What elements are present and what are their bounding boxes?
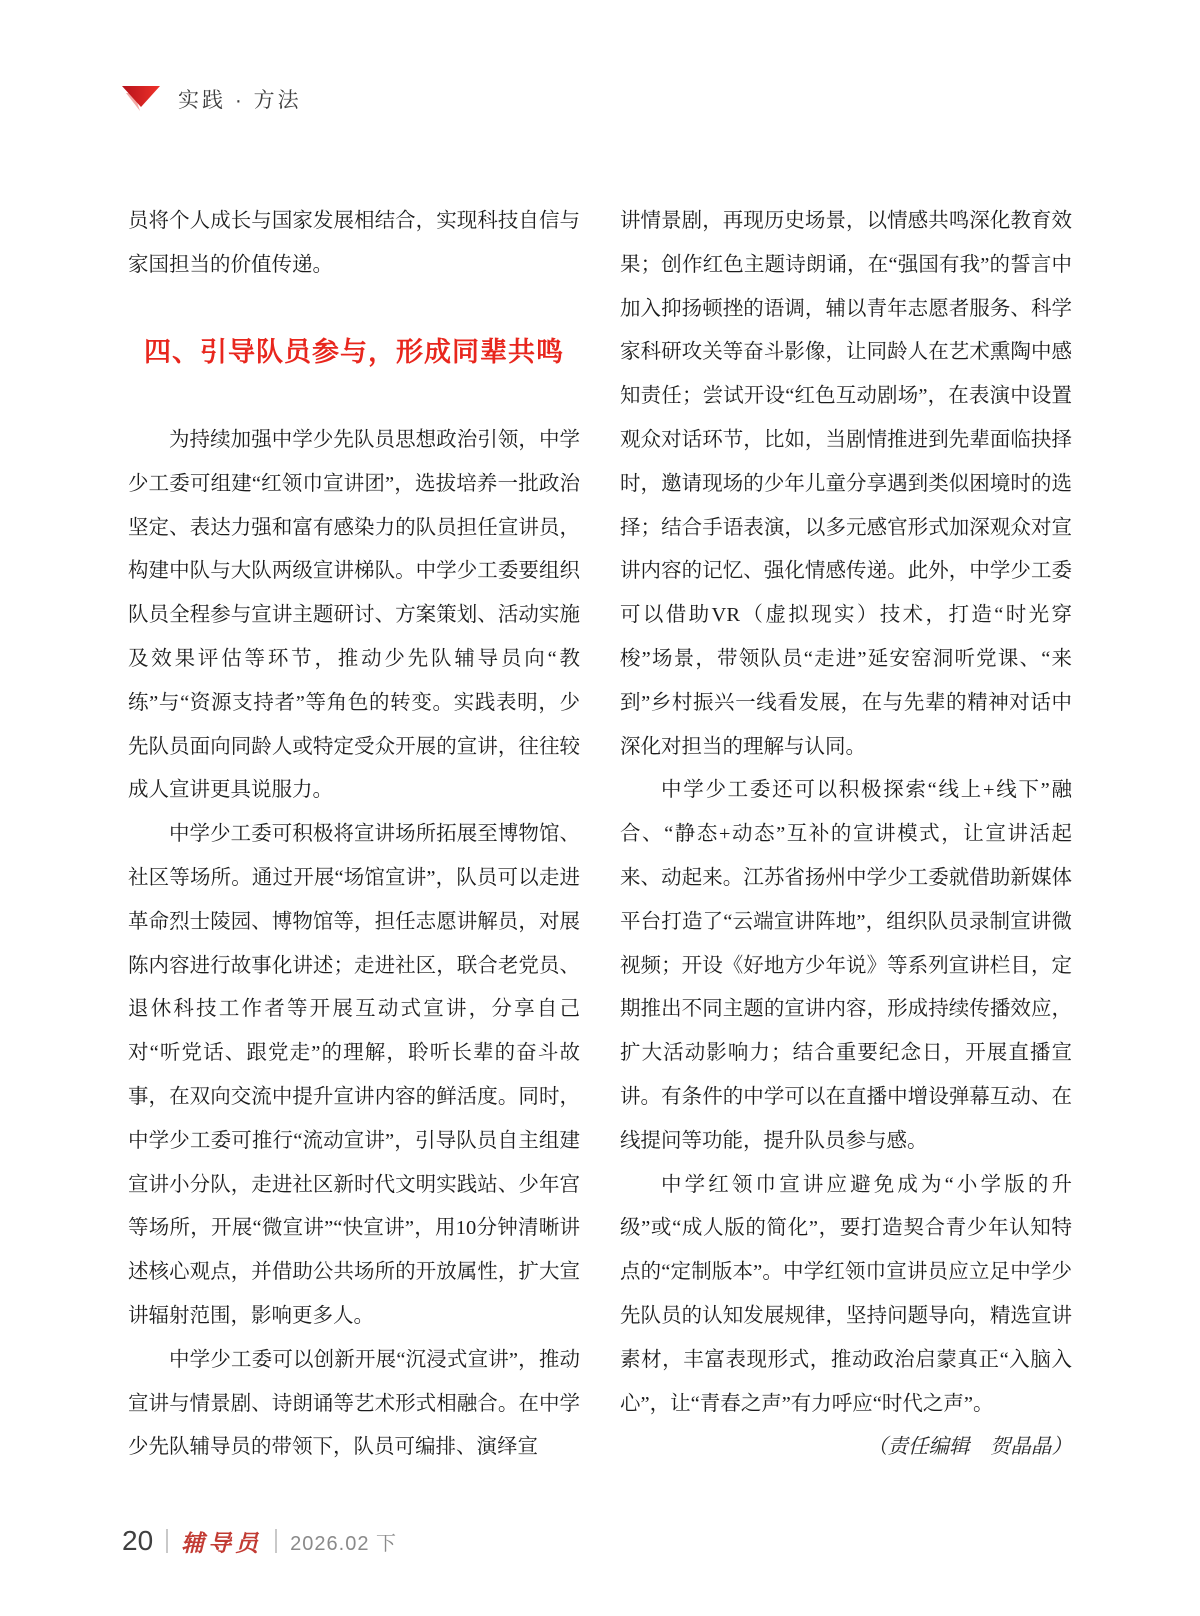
paragraph-continuation-from-previous-page: 员将个人成长与国家发展相结合，实现科技自信与家国担当的价值传递。 bbox=[128, 210, 580, 276]
paragraph: 中学红领巾宣讲应避免成为“小学版的升级”或“成人版的简化”，要打造契合青少年认知特点的“定制版本”。中学红领巾宣讲员应立足中学少先队员的认知发展规律，坚持问题导向，精选宣讲素材，丰富表现形式，推动政治启蒙真正“入脑入心”，让“青春之声”有力呼应“时代之声”。 bbox=[620, 1173, 1072, 1415]
paragraph: 中学少工委还可以积极探索“线上+线下”融合、“静态+动态”互补的宣讲模式，让宣讲活起来、动起来。江苏省扬州中学少工委就借助新媒体平台打造了“云端宣讲阵地”，组织队员录制宣讲微视频；开设《好地方少年说》等系列宣讲栏目，定期推出不同主题的宣讲内容，形成持续传播效应，扩大活动影响力；结合重要纪念日，开展直播宣讲。有条件的中学可以在直播中增设弹幕互动、在线提问等功能，提升队员参与感。 bbox=[620, 779, 1072, 1152]
page-header bbox=[120, 82, 302, 116]
section-heading: 四、引导队员参与，形成同辈共鸣 bbox=[144, 337, 564, 368]
page-number: 20 bbox=[122, 1525, 154, 1556]
footer-divider bbox=[275, 1529, 277, 1553]
paragraph: 中学少工委可以创新开展“沉浸式宣讲”，推动宣讲与情景剧、诗朗诵等艺术形式相融合。在中学少先队辅导员的带领下，队员可编排、演绎宣 bbox=[128, 1348, 580, 1459]
issue-label: 2026.02 下 bbox=[290, 1532, 398, 1555]
right-column bbox=[620, 200, 1072, 1470]
editor-credit: （责任编辑 贺晶晶） bbox=[867, 1436, 1072, 1459]
magazine-logo: 辅导员 bbox=[181, 1530, 263, 1556]
page-footer bbox=[122, 1524, 397, 1558]
footer-divider bbox=[166, 1529, 168, 1553]
paragraph: 为持续加强中学少先队员思想政治引领，中学少工委可组建“红领巾宣讲团”，选拔培养一批政治坚定、表达力强和富有感染力的队员担任宣讲员，构建中队与大队两级宣讲梯队。中学少工委要组织队员全程参与宣讲主题研讨、方案策划、活动实施及效果评估等环节，推动少先队辅导员向“教练”与“资源支持者”等角色的转变。实践表明，少先队员面向同龄人或特定受众开展的宣讲，往往较成人宣讲更具说服力。 bbox=[128, 428, 580, 802]
section-label: 实践 · 方法 bbox=[178, 89, 302, 112]
article-body bbox=[128, 200, 1072, 1470]
left-column bbox=[128, 200, 580, 1470]
section-marker-triangle-icon bbox=[120, 85, 162, 113]
paragraph-continuation: 讲情景剧，再现历史场景，以情感共鸣深化教育效果；创作红色主题诗朗诵，在“强国有我”的誓言中加入抑扬顿挫的语调，辅以青年志愿者服务、科学家科研攻关等奋斗影像，让同龄人在艺术熏陶中感知责任；尝试开设“红色互动剧场”，在表演中设置观众对话环节，比如，当剧情推进到先辈面临抉择时，邀请现场的少年儿童分享遇到类似困境时的选择；结合手语表演，以多元感官形式加深观众对宣讲内容的记忆、强化情感传递。此外，中学少工委可以借助VR（虚拟现实）技术，打造“时光穿梭”场景，带领队员“走进”延安窑洞听党课、“来到”乡村振兴一线看发展，在与先辈的精神对话中深化对担当的理解与认同。 bbox=[620, 210, 1072, 758]
paragraph: 中学少工委可积极将宣讲场所拓展至博物馆、社区等场所。通过开展“场馆宣讲”，队员可以走进革命烈士陵园、博物馆等，担任志愿讲解员，对展陈内容进行故事化讲述；走进社区，联合老党员、退休科技工作者等开展互动式宣讲，分享自己对“听党话、跟党走”的理解，聆听长辈的奋斗故事，在双向交流中提升宣讲内容的鲜活度。同时，中学少工委可推行“流动宣讲”，引导队员自主组建宣讲小分队，走进社区新时代文明实践站、少年宫等场所，开展“微宣讲”“快宣讲”，用10分钟清晰讲述核心观点，并借助公共场所的开放属性，扩大宣讲辐射范围，影响更多人。 bbox=[128, 823, 580, 1327]
